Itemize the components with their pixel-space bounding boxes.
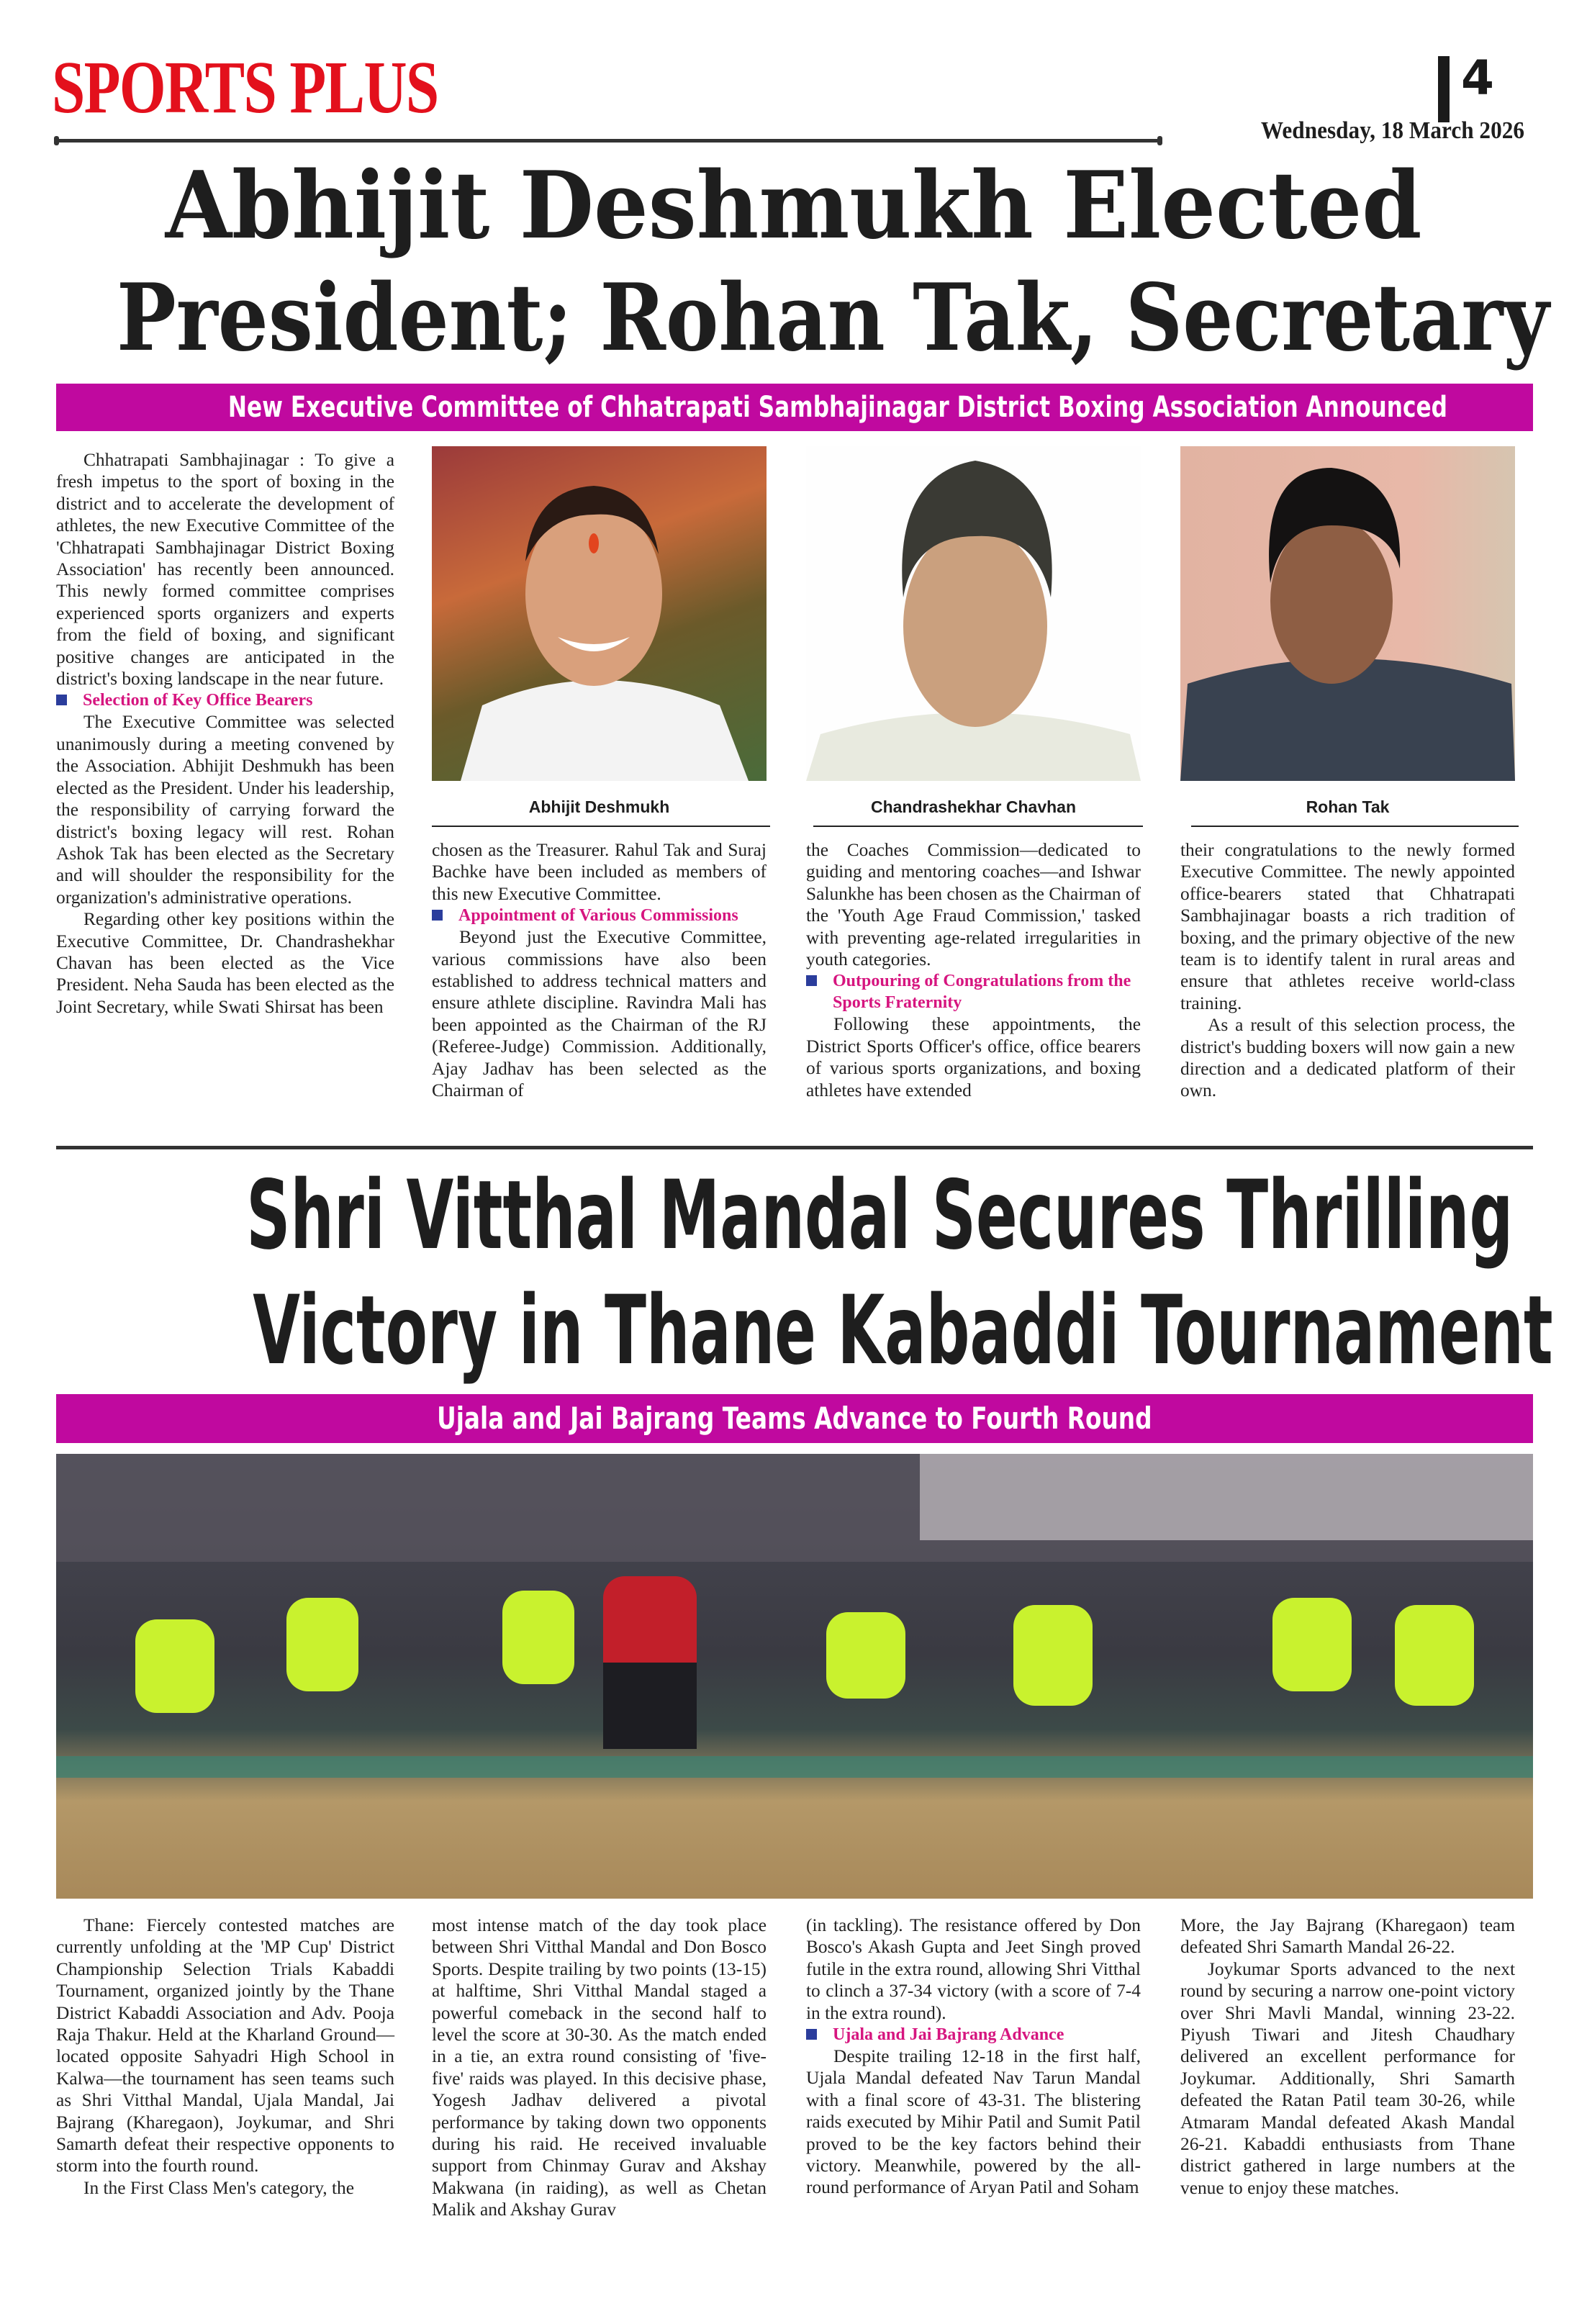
- masthead-rule: [56, 139, 1160, 143]
- caption-rule: [432, 826, 770, 827]
- story2-column-3: [806, 1914, 1141, 2199]
- bullet-square-icon: [56, 695, 67, 705]
- story2-headline-line2: [0, 1274, 1587, 1386]
- paragraph: Regarding other key positions within the Executive Committee, Dr. Chandrashekhar Chavan has been elected as the Vice President. Neha Sauda has been elected as the Joint Secretary, while Swati Shirsat has been: [56, 909, 394, 1017]
- portrait-illustration: [432, 446, 767, 781]
- story1-headline-line1: [0, 152, 1587, 260]
- photo-caption: Abhijit Deshmukh: [528, 797, 670, 816]
- banner-text: Ujala and Jai Bajrang Teams Advance to Fourth Round: [437, 1401, 1152, 1436]
- story1-subtitle-banner: [56, 384, 1533, 431]
- subhead-text: Ujala and Jai Bajrang Advance: [833, 2025, 1064, 2045]
- story2-column-2: [432, 1914, 767, 2221]
- issue-date: Wednesday, 18 March 2026: [1260, 117, 1524, 144]
- photo-caption: Chandrashekhar Chavhan: [870, 797, 1077, 816]
- subhead: [56, 689, 394, 711]
- story2-headline-line1: [0, 1159, 1587, 1271]
- story2-subtitle-banner: [56, 1394, 1533, 1443]
- story1-headline-line2: [0, 264, 1587, 372]
- paragraph: chosen as the Treasurer. Rahul Tak and Suraj Bachke have been included as members of this new Executive Committee.: [432, 840, 767, 904]
- paragraph: Beyond just the Executive Committee, various commissions have also been established to address technical matters and ensure athlete discipline. Ravindra Mali has been appointed as the Chairman of the RJ (Referee-Judge) Commission. Additionally, Ajay Jadhav has been selected as the Chairman of: [432, 927, 767, 1101]
- subhead-text: Outpouring of Congratulations from the Sports Fraternity: [833, 972, 1131, 1013]
- story2-column-4: [1180, 1914, 1515, 2199]
- caption-rule: [813, 826, 1143, 827]
- bullet-square-icon: [806, 975, 817, 986]
- subhead: [806, 970, 1141, 1013]
- portrait-illustration: [1180, 446, 1515, 781]
- paragraph: their congratulations to the newly formed Executive Committee. The newly appointed office-bearers stated that Chhatrapati Sambhajinagar boasts a rich tradition of boxing, and the primary objective of the new team is to identify talent in rural areas and ensure that athletes receive world-class training.: [1180, 840, 1515, 1013]
- paragraph: Following these appointments, the District Sports Officer's office, office bearers of various sports organizations, and boxing athletes have extended: [806, 1014, 1141, 1100]
- page-number-bar: [1438, 56, 1450, 122]
- match-illustration: [56, 1454, 1533, 1899]
- paragraph: Thane: Fiercely contested matches are currently unfolding at the 'MP Cup' District Championship Selection Trials Kabaddi Tournament, organized jointly by the Thane District Kabaddi Association and Adv. Pooja Raja Thakur. Held at the Kharland Ground—located opposite Sahyadri High School in Kalwa—the tournament has seen teams such as Shri Vitthal Mandal, Ujala Mandal, Jai Bajrang (Kharegaon), Joykumar, and Shri Samarth defeat their respective opponents to storm into the fourth round.: [56, 1915, 394, 2176]
- paragraph: Chhatrapati Sambhajinagar : To give a fresh impetus to the sport of boxing in the district and to accelerate the development of athletes, the new Executive Committee of the 'Chhatrapati Sambhajinagar District Boxing Association' has recently been announced. This newly formed committee comprises experienced sports organizers and experts from the field of boxing, and significant positive changes are anticipated in the district's boxing landscape in the near future.: [56, 450, 394, 689]
- photo-abhijit-deshmukh: [432, 446, 767, 781]
- photo-kabaddi-match: [56, 1454, 1533, 1899]
- paragraph: Despite trailing 12-18 in the first half, Ujala Mandal defeated Nav Tarun Mandal with a final score of 43-31. The blistering raids executed by Mihir Patil and Sumit Patil proved to be the key factors behind their victory. Meanwhile, powered by the all-round performance of Aryan Patil and Soham: [806, 2046, 1141, 2198]
- paragraph: The Executive Committee was selected unanimously during a meeting convened by the Association. Abhijit Deshmukh has been elected as the President. Under his leadership, the responsibility of carrying forward the district's boxing legacy will rest. Rohan Ashok Tak has been elected as the Secretary and will shoulder the responsibility for the organization's administrative operations.: [56, 712, 394, 908]
- subhead-text: Appointment of Various Commissions: [458, 906, 738, 926]
- portrait-illustration: [806, 446, 1141, 781]
- story1-column-4: [1180, 839, 1515, 1102]
- masthead-title: SPORTS PLUS: [52, 46, 438, 129]
- caption-rule: [1191, 826, 1519, 827]
- story-divider: [56, 1146, 1533, 1149]
- paragraph: most intense match of the day took place between Shri Vitthal Mandal and Don Bosco Sports. Despite trailing by two points (13-15) at halftime, Shri Vitthal Mandal staged a powerful comeback in the second half to level the score at 30-30. As the match ended in a tie, an extra round consisting of 'five-five' raids was played. In this decisive phase, Yogesh Jadhav delivered a pivotal performance by taking down two opponents during his raid. He received invaluable support from Chinmay Gurav and Akshay Makwana (in raiding), as well as Chetan Malik and Akshay Gurav: [432, 1915, 767, 2220]
- photo-rohan-tak: [1180, 446, 1515, 781]
- headline-text: Abhijit Deshmukh Elected: [165, 152, 1422, 260]
- photo-caption: Rohan Tak: [1306, 797, 1390, 816]
- paragraph: More, the Jay Bajrang (Kharegaon) team defeated Shri Samarth Mandal 26-22.: [1180, 1915, 1515, 1958]
- paragraph: Joykumar Sports advanced to the next round by securing a narrow one-point victory over Shri Mavli Mandal, winning 23-22. Piyush Tiwari and Jitesh Chaudhary delivered an excellent performance for Joykumar. Additionally, Shri Samarth defeated the Ratan Patil team 30-26, while Atmaram Mandal defeated Akash Mandal 26-21. Kabaddi enthusiasts from Thane district gathered in large numbers at the venue to enjoy these matches.: [1180, 1958, 1515, 2198]
- story1-column-2: [432, 839, 767, 1101]
- headline-text: Shri Vitthal Mandal Secures Thrilling: [246, 1159, 1514, 1271]
- story1-column-1: [56, 449, 394, 1018]
- bullet-square-icon: [806, 2029, 817, 2040]
- paragraph: the Coaches Commission—dedicated to guiding and mentoring coaches—and Ishwar Salunkhe has been chosen as the Chairman of the 'Youth Age Fraud Commission,' tasked with preventing age-related irregularities in youth categories.: [806, 840, 1141, 970]
- paragraph: In the First Class Men's category, the: [83, 2177, 354, 2198]
- bullet-square-icon: [432, 910, 443, 921]
- story1-column-3: [806, 839, 1141, 1101]
- subhead: [432, 905, 767, 926]
- story2-column-1: [56, 1914, 394, 2199]
- photo-chandrashekhar-chavhan: [806, 446, 1141, 781]
- headline-text: President; Rohan Tak, Secretary: [117, 264, 1550, 372]
- banner-text: New Executive Committee of Chhatrapati Sambhajinagar District Boxing Association Announced: [227, 391, 1447, 424]
- page-number: 4: [1461, 50, 1494, 106]
- subhead-text: Selection of Key Office Bearers: [83, 691, 313, 710]
- subhead: [806, 2024, 1141, 2045]
- paragraph: As a result of this selection process, the district's budding boxers will now gain a new direction and a dedicated platform of their own.: [1180, 1015, 1515, 1101]
- headline-text: Victory in Thane Kabaddi Tournament: [253, 1274, 1553, 1386]
- paragraph: (in tackling). The resistance offered by Don Bosco's Akash Gupta and Jeet Singh proved futile in the extra round, allowing Shri Vitthal to clinch a 37-34 victory (with a score of 7-4 in the extra round).: [806, 1915, 1141, 2023]
